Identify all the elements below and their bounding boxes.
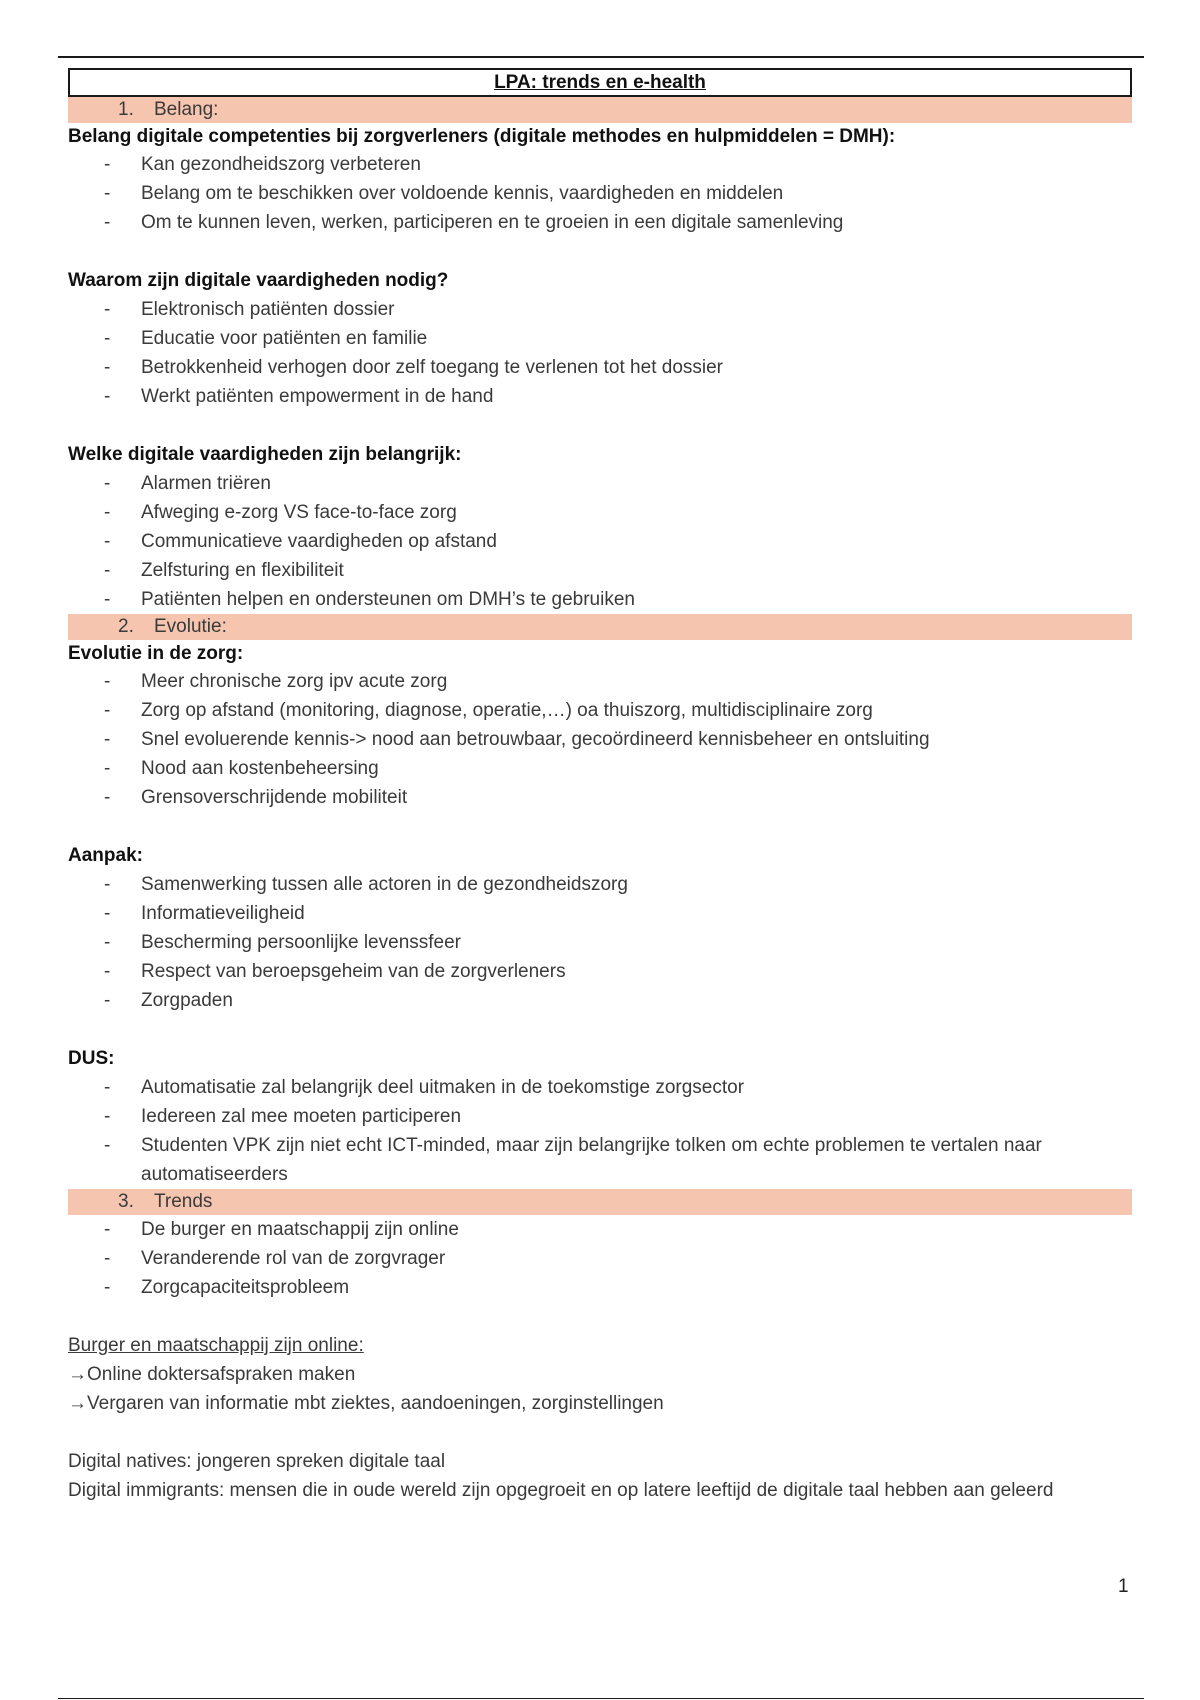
list-item: - Veranderende rol van de zorgvrager [68, 1244, 1132, 1273]
heading-waarom: Waarom zijn digitale vaardigheden nodig? [68, 270, 449, 291]
list-item: - Kan gezondheidszorg verbeteren [68, 150, 1132, 179]
arrow-item [68, 1389, 1132, 1418]
list-item: - Samenwerking tussen alle actoren in de gezondheidszorg [68, 870, 1132, 899]
section-number: 2. [118, 616, 134, 637]
list-item: - Automatisatie zal belangrijk deel uitmaken in de toekomstige zorgsector [68, 1073, 1132, 1102]
list-item: - Alarmen triëren [68, 469, 1132, 498]
list-item: - Belang om te beschikken over voldoende kennis, vaardigheden en middelen [68, 179, 1132, 208]
heading-evolutie-in-de-zorg: Evolutie in de zorg: [68, 643, 244, 664]
list-item: - Respect van beroepsgeheim van de zorgverleners [68, 957, 1132, 986]
list-item: - Om te kunnen leven, werken, participeren en te groeien in een digitale samenleving [68, 208, 1132, 237]
list-item: - Snel evoluerende kennis-> nood aan betrouwbaar, gecoördineerd kennisbeheer en ontsluiting [68, 725, 1132, 754]
list-aanpak [68, 870, 1132, 1015]
list-item: - Grensoverschrijdende mobiliteit [68, 783, 1132, 812]
list-item: - Iedereen zal mee moeten participeren [68, 1102, 1132, 1131]
list-item: - Werkt patiënten empowerment in de hand [68, 382, 1132, 411]
list-item: - Nood aan kostenbeheersing [68, 754, 1132, 783]
list-item: - Elektronisch patiënten dossier [68, 295, 1132, 324]
list-item: - De burger en maatschappij zijn online [68, 1215, 1132, 1244]
list-item: - Betrokkenheid verhogen door zelf toegang te verlenen tot het dossier [68, 353, 1132, 382]
section-header-evolutie [68, 614, 1132, 640]
document-title-box [68, 68, 1132, 97]
list-item: - Patiënten helpen en ondersteunen om DMH’s te gebruiken [68, 585, 1132, 614]
right-arrow-icon: → [68, 1364, 87, 1385]
heading-aanpak: Aanpak: [68, 845, 143, 866]
list-item: - Informatieveiligheid [68, 899, 1132, 928]
list-belang [68, 150, 1132, 237]
top-rule [58, 56, 1144, 58]
list-trends [68, 1215, 1132, 1302]
list-item: - Zelfsturing en flexibiliteit [68, 556, 1132, 585]
list-item: - Afweging e-zorg VS face-to-face zorg [68, 498, 1132, 527]
heading-dus: DUS: [68, 1048, 115, 1069]
digital-natives-text: Digital natives: jongeren spreken digitale taal [68, 1451, 446, 1472]
list-item: - Bescherming persoonlijke levenssfeer [68, 928, 1132, 957]
arrow-item-text: Vergaren van informatie mbt ziektes, aandoeningen, zorginstellingen [87, 1393, 664, 1414]
list-waarom [68, 295, 1132, 411]
page-number: 1 [1118, 1576, 1129, 1597]
list-dus [68, 1073, 1132, 1189]
section-header-trends [68, 1189, 1132, 1215]
section-number: 1. [118, 99, 134, 120]
section-number: 3. [118, 1191, 134, 1212]
list-evolutie [68, 667, 1132, 812]
list-item: - Communicatieve vaardigheden op afstand [68, 527, 1132, 556]
digital-immigrants-text: Digital immigrants: mensen die in oude wereld zijn opgegroeit en op latere leeftijd de digitale taal hebben aan geleerd [68, 1480, 1054, 1501]
document-body [68, 68, 1132, 1505]
list-item: - Educatie voor patiënten en familie [68, 324, 1132, 353]
arrow-item-text: Online doktersafspraken maken [87, 1364, 356, 1385]
document-title: LPA: trends en e-health [494, 71, 706, 93]
section-label: Trends [154, 1191, 213, 1212]
heading-belang-digitale-competenties: Belang digitale competenties bij zorgverleners (digitale methodes en hulpmiddelen = DMH): [68, 126, 896, 147]
section-label: Belang: [154, 99, 219, 120]
subheading-online: Burger en maatschappij zijn online: [68, 1335, 364, 1356]
section-header-belang [68, 97, 1132, 123]
heading-welke-vaardigheden: Welke digitale vaardigheden zijn belangrijk: [68, 444, 462, 465]
list-welke-vaardigheden [68, 469, 1132, 614]
list-item: - Zorgpaden [68, 986, 1132, 1015]
section-label: Evolutie: [154, 616, 227, 637]
bottom-rule [58, 1698, 1144, 1699]
right-arrow-icon: → [68, 1393, 87, 1414]
list-item: - Zorg op afstand (monitoring, diagnose, operatie,…) oa thuiszorg, multidisciplinaire zorg [68, 696, 1132, 725]
arrow-item [68, 1360, 1132, 1389]
list-item: - Zorgcapaciteitsprobleem [68, 1273, 1132, 1302]
list-item: - Meer chronische zorg ipv acute zorg [68, 667, 1132, 696]
list-item: - Studenten VPK zijn niet echt ICT-minded, maar zijn belangrijke tolken om echte problemen te vertalen naar automatiseerders [68, 1131, 1132, 1189]
